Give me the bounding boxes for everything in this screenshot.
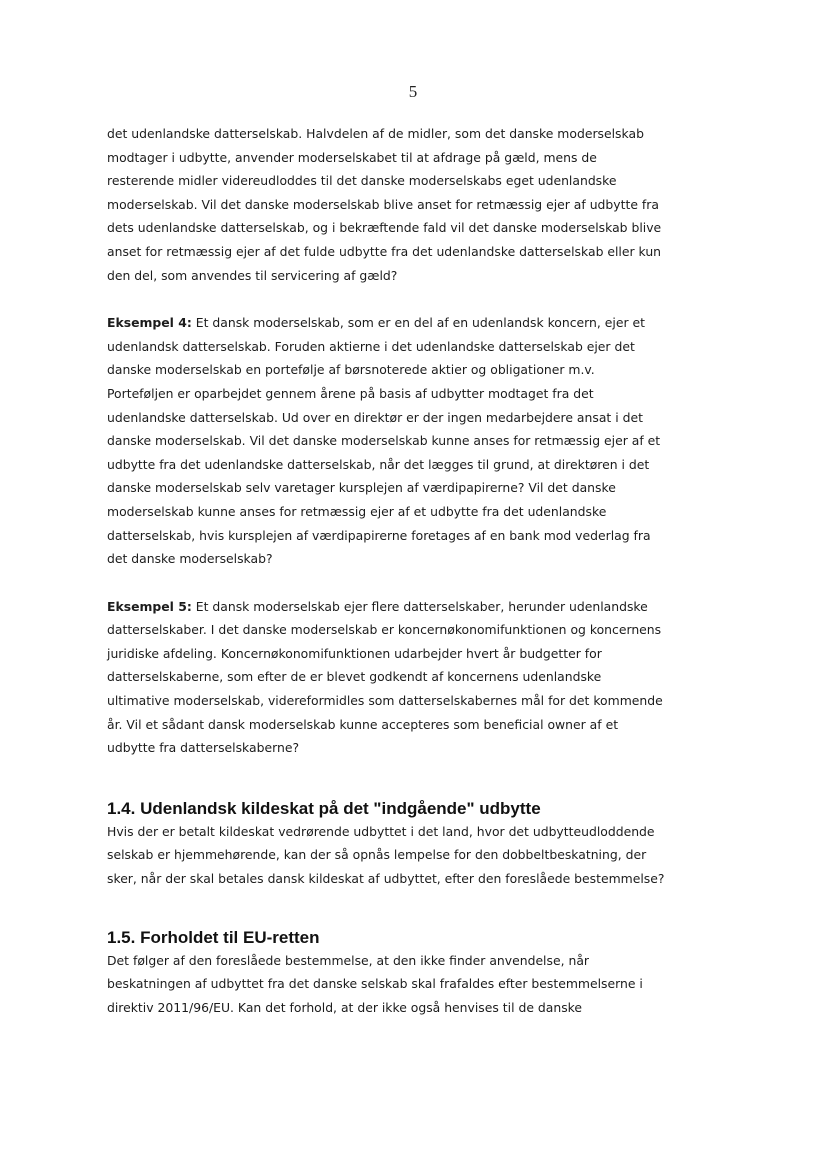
text-line: direktiv 2011/96/EU. Kan det forhold, at der ikke også henvises til de danske [107,999,583,1015]
paragraph-example-3-continued [107,122,719,287]
text-line: anset for retmæssig ejer af det fulde udbytte fra det udenlandske datterselskab eller kun [107,243,662,259]
section-1-4-body [107,820,719,891]
example-label: Eksempel 4: [107,315,192,331]
text-fragment: Et dansk moderselskab ejer flere datterselskaber, herunder udenlandske [191,598,648,614]
text-line: danske moderselskab selv varetager kursplejen af værdipapirerne? Vil det danske [107,480,616,496]
text-line: selskab er hjemmehørende, kan der så opnås lempelse for den dobbeltbeskatning, der [107,847,647,863]
text-line: modtager i udbytte, anvender moderselskabet til at afdrage på gæld, mens de [107,149,597,165]
section-heading-1-4: 1.4. Udenlandsk kildeskat på det "indgående" udbytte [107,798,541,818]
text-fragment: Et dansk moderselskab, som er en del af en udenlandsk koncern, ejer et [191,315,645,331]
text-line: udbytte fra datterselskaberne? [107,740,300,756]
page-number: 5 [408,82,418,101]
text-line: resterende midler videreudloddes til det danske moderselskabs eget udenlandske [107,173,617,189]
paragraph-example-5 [107,595,719,760]
text-line: dets udenlandske datterselskab, og i bekræftende fald vil det danske moderselskab blive [107,220,662,236]
text-line: danske moderselskab en portefølje af børsnoterede aktier og obligationer m.v. [107,362,595,378]
text-line: moderselskab. Vil det danske moderselskab blive anset for retmæssig ejer af udbytte fra [107,196,659,212]
text-line: ultimative moderselskab, videreformidles som datterselskabernes mål for det kommende [107,693,663,709]
text-line: beskatningen af udbyttet fra det danske selskab skal frafaldes efter bestemmelserne i [107,976,643,992]
text-line [107,595,719,619]
text-line: år. Vil et sådant dansk moderselskab kunne accepteres som beneficial owner af et [107,716,619,732]
document-body [107,122,719,1019]
text-line: den del, som anvendes til servicering af gæld? [107,267,398,283]
text-line: udenlandske datterselskab. Ud over en direktør er der ingen medarbejdere ansat i det [107,409,643,425]
section-heading-1-5: 1.5. Forholdet til EU-retten [107,927,320,947]
text-line: Porteføljen er oparbejdet gennem årene på basis af udbytter modtaget fra det [107,385,594,401]
section-1-5-body [107,949,719,1020]
text-line: Hvis der er betalt kildeskat vedrørende udbyttet i det land, hvor det udbytteudloddende [107,823,655,839]
text-line: danske moderselskab. Vil det danske moderselskab kunne anses for retmæssig ejer af et [107,433,661,449]
text-line: det danske moderselskab? [107,551,273,567]
text-line: udenlandsk datterselskab. Foruden aktierne i det udenlandske datterselskab ejer det [107,338,635,354]
paragraph-example-4 [107,311,719,571]
text-line: juridiske afdeling. Koncernøkonomifunktionen udarbejder hvert år budgetter for [107,645,602,661]
text-line: det udenlandske datterselskab. Halvdelen af de midler, som det danske moderselskab [107,126,644,141]
text-line: moderselskab kunne anses for retmæssig ejer af et udbytte fra det udenlandske [107,503,607,519]
text-line: Det følger af den foreslåede bestemmelse, at den ikke finder anvendelse, når [107,952,589,968]
text-line [107,311,719,335]
text-line: datterselskab, hvis kursplejen af værdipapirerne foretages af en bank mod vederlag fra [107,527,651,543]
text-line: datterselskaberne, som efter de er blevet godkendt af koncernens udenlandske [107,669,602,685]
example-label: Eksempel 5: [107,598,192,614]
text-line: sker, når der skal betales dansk kildeskat af udbyttet, efter den foreslåede bestemmelse? [107,871,665,887]
text-line: datterselskaber. I det danske moderselskab er koncernøkonomifunktionen og koncernens [107,622,662,638]
text-line: udbytte fra det udenlandske datterselskab, når det lægges til grund, at direktøren i det [107,456,650,472]
